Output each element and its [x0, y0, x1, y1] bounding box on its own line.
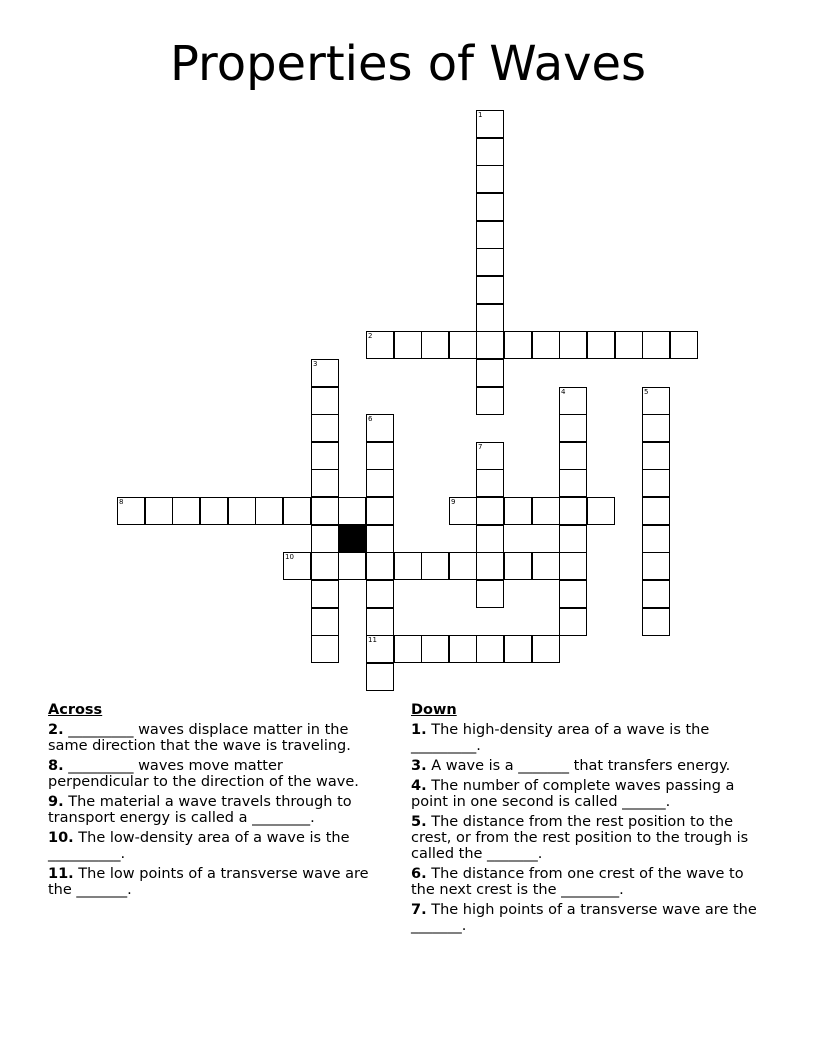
grid-cell[interactable] — [615, 331, 643, 359]
grid-cell[interactable] — [421, 635, 449, 663]
clue-number-label: 11 — [368, 636, 377, 644]
grid-cell[interactable] — [228, 497, 256, 525]
grid-cell[interactable] — [504, 497, 532, 525]
clue-text: The low points of a transverse wave are the _______. — [48, 866, 369, 898]
grid-cell[interactable] — [449, 635, 477, 663]
grid-cell[interactable] — [449, 331, 477, 359]
clue-text: The low-density area of a wave is the __________. — [48, 830, 350, 862]
grid-cell[interactable] — [476, 387, 504, 415]
clue-number-label: 4 — [561, 388, 566, 396]
grid-cell[interactable] — [311, 552, 339, 580]
grid-cell[interactable] — [311, 608, 339, 636]
down-clue — [411, 902, 771, 934]
clue-number: 1. — [411, 722, 427, 738]
grid-cell[interactable] — [311, 442, 339, 470]
grid-cell[interactable] — [476, 552, 504, 580]
grid-cell[interactable] — [311, 387, 339, 415]
grid-cell[interactable] — [283, 497, 311, 525]
clue-text: The high-density area of a wave is the _________. — [411, 722, 710, 754]
grid-cell[interactable] — [394, 552, 422, 580]
grid-cell[interactable] — [366, 552, 394, 580]
grid-cell[interactable] — [200, 497, 228, 525]
grid-cell[interactable] — [145, 497, 173, 525]
grid-cell[interactable] — [172, 497, 200, 525]
grid-cell[interactable] — [366, 635, 394, 663]
grid-cell[interactable] — [642, 387, 670, 415]
down-clue — [411, 866, 771, 898]
grid-cell[interactable] — [532, 552, 560, 580]
across-clue — [48, 794, 388, 826]
clue-text: The distance from one crest of the wave to the next crest is the ________. — [411, 866, 744, 898]
grid-cell[interactable] — [476, 359, 504, 387]
grid-cell[interactable] — [476, 635, 504, 663]
clue-text: The material a wave travels through to transport energy is called a ________. — [48, 794, 352, 826]
grid-cell[interactable] — [311, 497, 339, 525]
down-clues — [411, 702, 771, 938]
down-clue — [411, 778, 771, 810]
grid-cell[interactable] — [449, 552, 477, 580]
grid-cell[interactable] — [476, 525, 504, 553]
grid-cell[interactable] — [394, 331, 422, 359]
grid-cell[interactable] — [642, 552, 670, 580]
clue-number-label: 1 — [478, 111, 483, 119]
down-clue — [411, 758, 771, 774]
clue-text: The distance from the rest position to the crest, or from the rest position to the trough is called the _______. — [411, 814, 749, 862]
grid-cell[interactable] — [476, 138, 504, 166]
across-heading: Across — [48, 702, 103, 718]
grid-cell[interactable] — [587, 497, 615, 525]
grid-cell[interactable] — [642, 525, 670, 553]
grid-cell[interactable] — [366, 663, 394, 691]
page-title: Properties of Waves — [169, 36, 647, 92]
grid-cell[interactable] — [366, 525, 394, 553]
across-clue — [48, 866, 388, 898]
grid-cell[interactable] — [476, 442, 504, 470]
grid-cell[interactable] — [559, 469, 587, 497]
grid-cell[interactable] — [559, 442, 587, 470]
grid-cell[interactable] — [504, 635, 532, 663]
grid-cell[interactable] — [338, 497, 366, 525]
grid-cell[interactable] — [559, 608, 587, 636]
clue-number: 4. — [411, 778, 427, 794]
grid-cell[interactable] — [642, 469, 670, 497]
clue-number-label: 9 — [451, 498, 456, 506]
grid-cell[interactable] — [559, 525, 587, 553]
grid-cell[interactable] — [476, 165, 504, 193]
grid-cell[interactable] — [559, 497, 587, 525]
clue-number: 5. — [411, 814, 427, 830]
down-clue — [411, 814, 771, 862]
grid-cell[interactable] — [476, 248, 504, 276]
grid-cell[interactable] — [587, 331, 615, 359]
clue-number-label: 2 — [368, 332, 373, 340]
grid-cell[interactable] — [642, 331, 670, 359]
across-clue — [48, 830, 388, 862]
grid-cell[interactable] — [366, 442, 394, 470]
grid-cell[interactable] — [642, 580, 670, 608]
grid-cell[interactable] — [476, 304, 504, 332]
grid-cell[interactable] — [476, 276, 504, 304]
clue-text: _________ waves move matter perpendicular to the direction of the wave. — [48, 758, 359, 790]
across-clue — [48, 758, 388, 790]
clue-number-label: 10 — [285, 553, 294, 561]
grid-cell[interactable] — [476, 331, 504, 359]
clue-number-label: 7 — [478, 443, 483, 451]
grid-cell[interactable] — [366, 331, 394, 359]
grid-cell[interactable] — [559, 414, 587, 442]
clue-text: A wave is a _______ that transfers energy. — [431, 758, 731, 774]
grid-cell[interactable] — [476, 110, 504, 138]
grid-cell[interactable] — [559, 580, 587, 608]
grid-cell[interactable] — [670, 331, 698, 359]
clue-number-label: 6 — [368, 415, 373, 423]
grid-cell[interactable] — [366, 414, 394, 442]
grid-cell[interactable] — [504, 331, 532, 359]
clue-number: 3. — [411, 758, 427, 774]
grid-cell[interactable] — [117, 497, 145, 525]
clue-number: 7. — [411, 902, 427, 918]
grid-cell[interactable] — [311, 469, 339, 497]
grid-cell[interactable] — [476, 580, 504, 608]
grid-cell[interactable] — [421, 552, 449, 580]
grid-cell[interactable] — [642, 414, 670, 442]
black-square — [338, 525, 366, 553]
clue-text: _________ waves displace matter in the same direction that the wave is traveling. — [48, 722, 351, 754]
across-clues — [48, 702, 388, 902]
clue-number: 9. — [48, 794, 64, 810]
grid-cell[interactable] — [476, 469, 504, 497]
grid-cell[interactable] — [449, 497, 477, 525]
grid-cell[interactable] — [642, 608, 670, 636]
grid-cell[interactable] — [394, 635, 422, 663]
clue-number: 6. — [411, 866, 427, 882]
clue-number-label: 5 — [644, 388, 649, 396]
grid-cell[interactable] — [532, 331, 560, 359]
clue-number: 11. — [48, 866, 74, 882]
grid-cell[interactable] — [311, 414, 339, 442]
clue-text: The high points of a transverse wave are the _______. — [411, 902, 757, 934]
grid-cell[interactable] — [559, 331, 587, 359]
clue-number-label: 8 — [119, 498, 124, 506]
clue-number: 10. — [48, 830, 74, 846]
grid-cell[interactable] — [366, 497, 394, 525]
grid-cell[interactable] — [366, 469, 394, 497]
grid-cell[interactable] — [338, 552, 366, 580]
grid-cell[interactable] — [255, 497, 283, 525]
grid-cell[interactable] — [559, 552, 587, 580]
grid-cell[interactable] — [311, 580, 339, 608]
grid-cell[interactable] — [311, 525, 339, 553]
clue-number-label: 3 — [313, 360, 318, 368]
grid-cell[interactable] — [283, 552, 311, 580]
grid-cell[interactable] — [311, 635, 339, 663]
down-clue — [411, 722, 771, 754]
grid-cell[interactable] — [532, 635, 560, 663]
grid-cell[interactable] — [532, 497, 560, 525]
grid-cell[interactable] — [366, 608, 394, 636]
grid-cell[interactable] — [311, 359, 339, 387]
grid-cell[interactable] — [366, 580, 394, 608]
clue-number: 8. — [48, 758, 64, 774]
grid-cell[interactable] — [476, 497, 504, 525]
grid-cell[interactable] — [504, 552, 532, 580]
down-heading: Down — [411, 702, 457, 718]
clue-number: 2. — [48, 722, 64, 738]
grid-cell[interactable] — [421, 331, 449, 359]
grid-cell[interactable] — [559, 387, 587, 415]
grid-cell[interactable] — [642, 497, 670, 525]
across-clue — [48, 722, 388, 754]
grid-cell[interactable] — [476, 193, 504, 221]
grid-cell[interactable] — [476, 221, 504, 249]
grid-cell[interactable] — [642, 442, 670, 470]
clue-text: The number of complete waves passing a point in one second is called ______. — [411, 778, 735, 810]
